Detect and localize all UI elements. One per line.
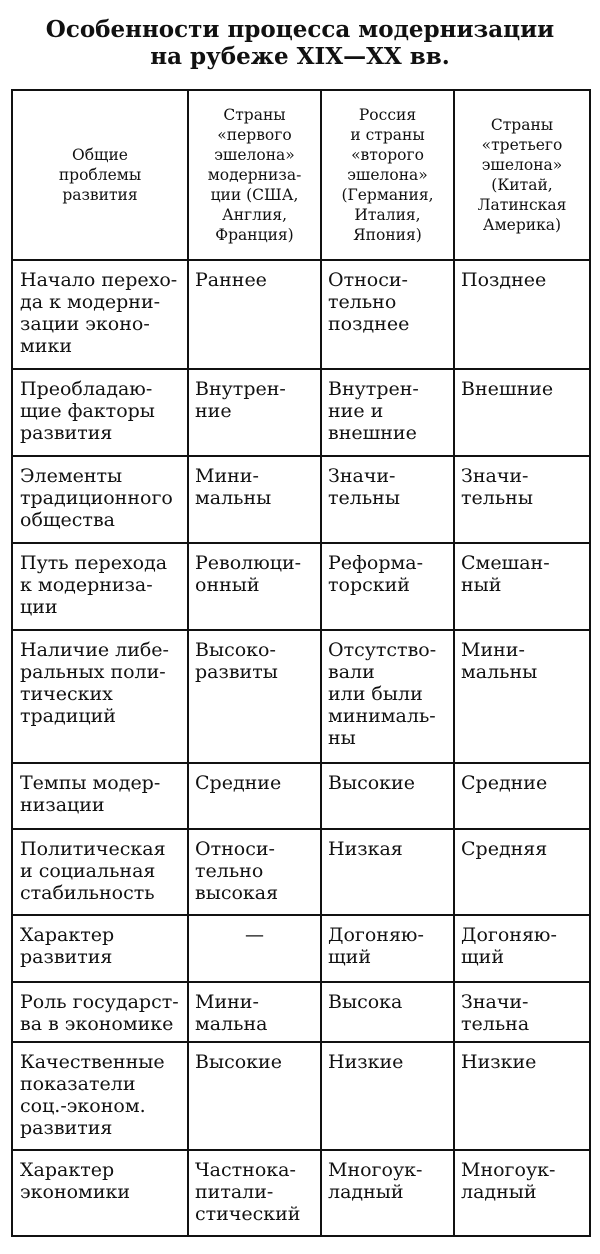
cell-second-echelon: Отсутство- вали или были минималь- ны: [321, 630, 454, 763]
title-line-1: Особенности процесса модернизации: [45, 16, 555, 43]
cell-first-echelon: Высокие: [188, 1042, 321, 1150]
cell-third-echelon: Многоук- ладный: [454, 1150, 590, 1236]
table-row: [12, 915, 590, 982]
row-label: Начало перехо- да к модерни- зации эконо- мики: [12, 260, 188, 369]
cell-second-echelon: Значи- тельны: [321, 456, 454, 543]
table-row: [12, 829, 590, 915]
table-row: [12, 260, 590, 369]
cell-first-echelon: Относи- тельно высокая: [188, 829, 321, 915]
table-row: [12, 369, 590, 456]
cell-second-echelon: Относи- тельно позднее: [321, 260, 454, 369]
cell-first-echelon: Мини- мальны: [188, 456, 321, 543]
cell-third-echelon: Догоняю- щий: [454, 915, 590, 982]
row-label: Элементы традиционного общества: [12, 456, 188, 543]
cell-third-echelon: Мини- мальны: [454, 630, 590, 763]
cell-third-echelon: Средние: [454, 763, 590, 829]
cell-third-echelon: Внешние: [454, 369, 590, 456]
header-third-echelon: Страны «третьего эшелона» (Китай, Латинская Америка): [454, 90, 590, 260]
cell-first-echelon: Высоко- развиты: [188, 630, 321, 763]
table-row: [12, 763, 590, 829]
cell-third-echelon: Значи- тельны: [454, 456, 590, 543]
page-title: [0, 16, 600, 70]
cell-second-echelon: Низкая: [321, 829, 454, 915]
cell-second-echelon: Реформа- торский: [321, 543, 454, 630]
row-label: Качественные показатели соц.-эконом. развития: [12, 1042, 188, 1150]
cell-first-echelon: Средние: [188, 763, 321, 829]
cell-second-echelon: Внутрен- ние и внешние: [321, 369, 454, 456]
header-second-echelon: Россия и страны «второго эшелона» (Германия, Италия, Япония): [321, 90, 454, 260]
cell-third-echelon: Значи- тельна: [454, 982, 590, 1042]
cell-third-echelon: Смешан- ный: [454, 543, 590, 630]
cell-first-echelon: Раннее: [188, 260, 321, 369]
table-row: [12, 630, 590, 763]
row-label: Характер экономики: [12, 1150, 188, 1236]
cell-first-echelon: Внутрен- ние: [188, 369, 321, 456]
cell-first-echelon: Мини- мальна: [188, 982, 321, 1042]
cell-first-echelon: Частнока- питали- стический: [188, 1150, 321, 1236]
cell-third-echelon: Позднее: [454, 260, 590, 369]
cell-third-echelon: Низкие: [454, 1042, 590, 1150]
row-label: Роль государст- ва в экономике: [12, 982, 188, 1042]
header-first-echelon: Страны «первого эшелона» модерниза- ции (США, Англия, Франция): [188, 90, 321, 260]
row-label: Политическая и социальная стабильность: [12, 829, 188, 915]
title-line-2: на рубеже XIX—XX вв.: [150, 43, 450, 70]
cell-second-echelon: Высокие: [321, 763, 454, 829]
row-label: Путь перехода к модерниза- ции: [12, 543, 188, 630]
cell-first-echelon: Революци- онный: [188, 543, 321, 630]
row-label: Характер развития: [12, 915, 188, 982]
row-label: Темпы модер- низации: [12, 763, 188, 829]
header-general-problems: Общие проблемы развития: [12, 90, 188, 260]
cell-first-echelon: —: [188, 915, 321, 982]
row-label: Наличие либе- ральных поли- тических традиций: [12, 630, 188, 763]
cell-second-echelon: Догоняю- щий: [321, 915, 454, 982]
cell-third-echelon: Средняя: [454, 829, 590, 915]
row-label: Преобладаю- щие факторы развития: [12, 369, 188, 456]
table-header-row: [12, 90, 590, 260]
table-row: [12, 982, 590, 1042]
table-row: [12, 1042, 590, 1150]
table-row: [12, 543, 590, 630]
cell-second-echelon: Высока: [321, 982, 454, 1042]
cell-second-echelon: Многоук- ладный: [321, 1150, 454, 1236]
modernization-table: [11, 89, 591, 1237]
cell-second-echelon: Низкие: [321, 1042, 454, 1150]
table-row: [12, 1150, 590, 1236]
table-row: [12, 456, 590, 543]
